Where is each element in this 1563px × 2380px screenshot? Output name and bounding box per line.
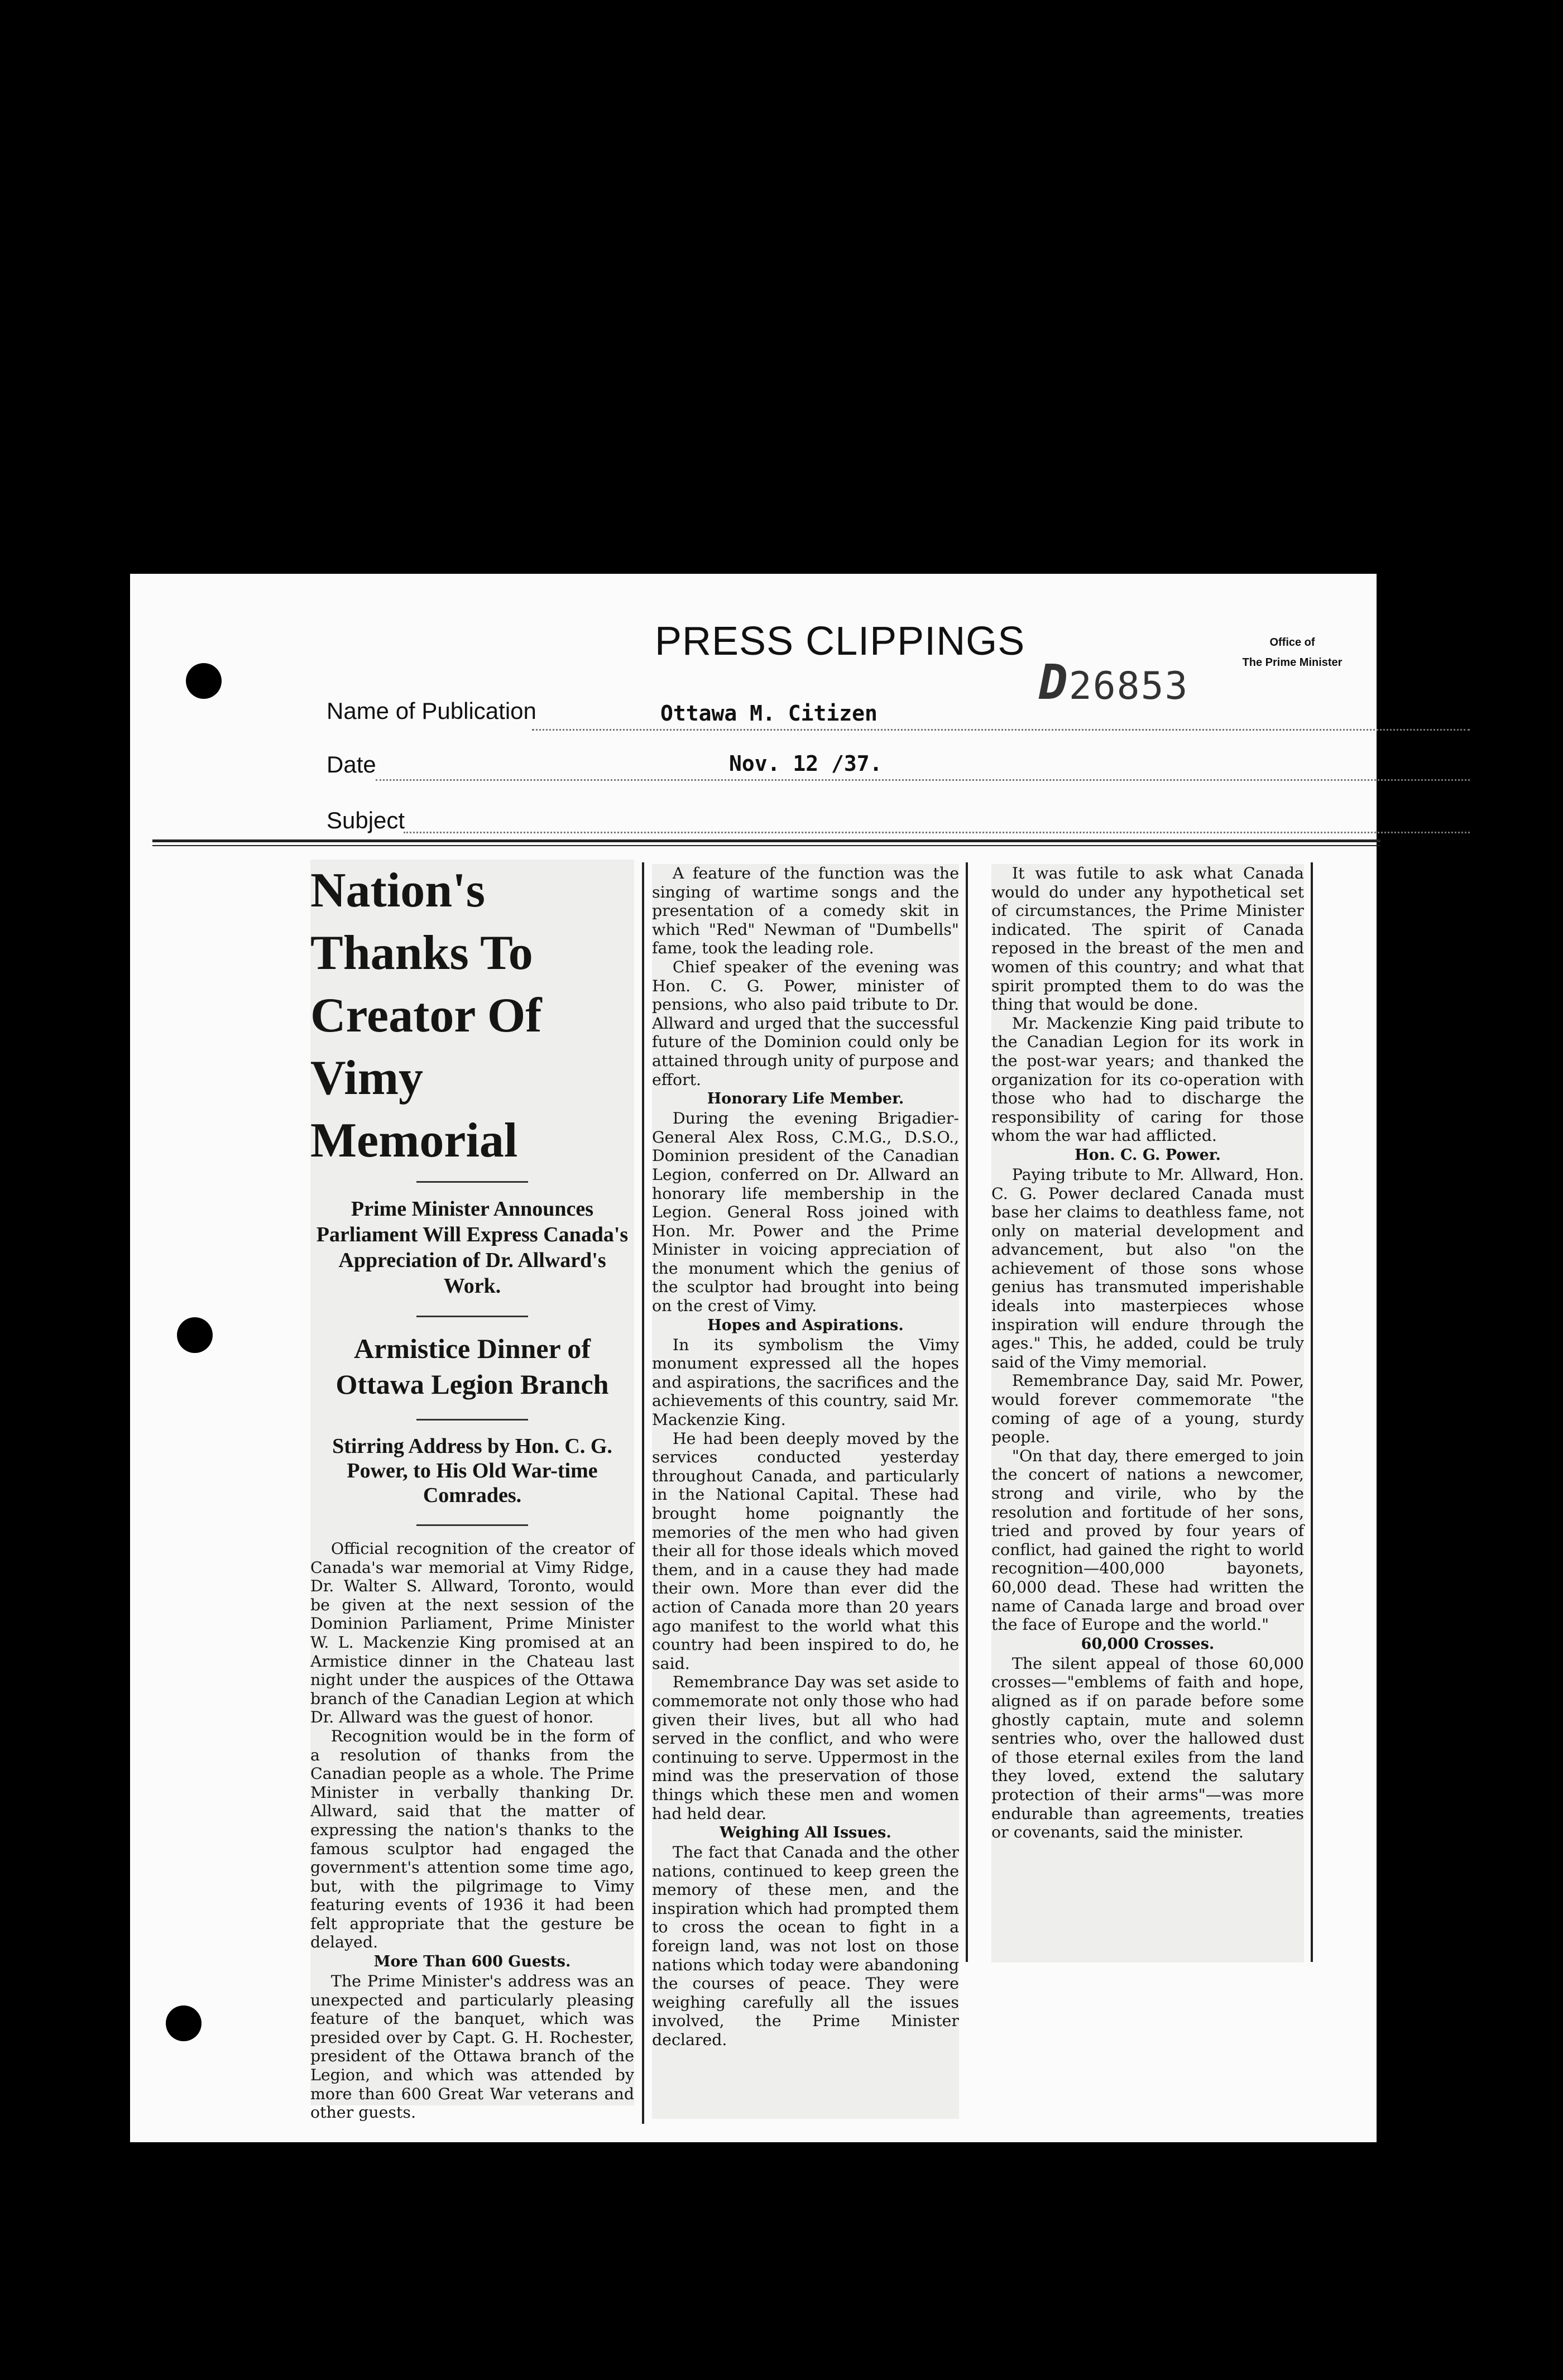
stamp-prefix: D [1039, 655, 1069, 711]
deck-rule-3 [416, 1524, 528, 1526]
subhead: Hopes and Aspirations. [707, 1316, 904, 1334]
deck-rule-1 [416, 1316, 528, 1317]
paragraph: Official recognition of the creator of Canada's war memorial at Vimy Ridge, Dr. Walter S. Allward, Toronto, would be given at the next session of the Dominion Parliament, Prime Minister W. L. Mackenzie King promised at an Armistice dinner in the Chateau last night under the auspices of the Ottawa branch of the Canadian Legion at which Dr. Allward was the guest of honor. [310, 1539, 634, 1727]
office-label [1236, 632, 1348, 673]
deck-rule-2 [416, 1419, 528, 1421]
headline-rule [416, 1181, 528, 1183]
punch-hole-middle [177, 1317, 213, 1353]
column-rule-1 [642, 862, 644, 2124]
publication-line [532, 729, 1470, 731]
date-line [376, 779, 1470, 781]
publication-value: Ottawa M. Citizen [660, 701, 878, 726]
paragraph: Remembrance Day was set aside to commemorate not only those who had given their lives, but all who had served in the conflict, and who were continuing to serve. Uppermost in the mind was the preservation of those things which these men and women had held dear. [652, 1673, 959, 1823]
paragraph: The Prime Minister's address was an unexpected and particularly pleasing feature of the banquet, which was presided over by Capt. G. H. Rochester, president of the Ottawa branch of the Legion, and which was attended by more than 600 Great War veterans and other guests. [310, 1972, 634, 2122]
paragraph: Chief speaker of the evening was Hon. C. G. Power, minister of pensions, who also paid tribute to Dr. Allward and urged that the successful future of the Dominion could only be attained through unity of purpose and effort. [652, 957, 959, 1089]
article-column-2 [652, 864, 959, 2119]
paragraph: During the evening Brigadier-General Alex Ross, C.M.G., D.S.O., Dominion president of the Canadian Legion, conferred on Dr. Allward an honorary life membership in the Legion. General Ross joined with Hon. Mr. Power and the Prime Minister in voicing appreciation of the monument which the genius of the sculptor had brought into being on the crest of Vimy. [652, 1109, 959, 1316]
header-rule-thin [152, 845, 1380, 846]
subject-label: Subject [327, 807, 405, 833]
office-line-1: Office of [1269, 636, 1315, 649]
deck-prime-minister: Prime Minister Announces Parliament Will Express Canada's Appreciation of Dr. Allward's Work. [316, 1197, 629, 1298]
deck-armistice-dinner: Armistice Dinner of Ottawa Legion Branch [335, 1333, 609, 1400]
punch-hole-top [186, 663, 222, 699]
publication-label: Name of Publication [327, 698, 536, 724]
paragraph: "On that day, there emerged to join the concert of nations a newcomer, strong and virile, who by the resolution and fortitude of her sons, tried and proved by four years of conflict, had gained the right to world recognition—400,000 bayonets, 60,000 dead. These had written the name of Canada large and broad over the face of Europe and the world." [991, 1446, 1304, 1634]
form-title: PRESS CLIPPINGS [655, 619, 1025, 664]
paragraph: It was futile to ask what Canada would do under any hypothetical set of circumstances, the Prime Minister indicated. The spirit of Canada reposed in the breast of the men and women of this country; and what that spirit prompted them to do was the thing that would be done. [991, 864, 1304, 1014]
paragraph: Paying tribute to Mr. Allward, Hon. C. G. Power declared Canada must base her claims to deathless fame, not only on material development and advancement, but also "on the achievement of those sons whose genius has transmuted imperishable ideals into masterpieces whose inspiration will endure through the ages." This, he added, could be truly said of the Vimy memorial. [991, 1165, 1304, 1371]
paragraph: Remembrance Day, said Mr. Power, would forever commemorate "the coming of age of a young, sturdy people. [991, 1371, 1304, 1447]
paragraph: Mr. Mackenzie King paid tribute to the Canadian Legion for its work in the post-war years; and thanked the organization for its co-operation with those who had to discharge the responsibility of caring for those whom the war had afflicted. [991, 1014, 1304, 1145]
column-rule-2 [966, 862, 968, 1962]
stamp-number: 26853 [1068, 664, 1189, 708]
paragraph: In its symbolism the Vimy monument expressed all the hopes and aspirations, the sacrifices and the achievements of this country, said Mr. Mackenzie King. [652, 1335, 959, 1429]
subhead: 60,000 Crosses. [1081, 1635, 1215, 1653]
subject-line [404, 832, 1470, 833]
deck-stirring-address: Stirring Address by Hon. C. G. Power, to His Old War-time Comrades. [332, 1434, 612, 1507]
subhead: Weighing All Issues. [720, 1824, 891, 1842]
article-headline: Nation's Thanks To Creator Of Vimy Memorial [310, 863, 542, 1168]
file-stamp [1039, 655, 1188, 711]
date-label: Date [327, 751, 376, 778]
column-rule-3 [1311, 862, 1313, 1962]
paragraph: The fact that Canada and the other nations, continued to keep green the memory of these men, and the inspiration which had prompted them to cross the ocean to fight in a foreign land, was not lost on those nations which today were abandoning the courses of peace. They were weighing carefully all the issues involved, the Prime Minister declared. [652, 1843, 959, 2050]
form-header [130, 574, 1377, 864]
paragraph: He had been deeply moved by the services conducted yesterday throughout Canada, and particularly in the National Capital. These had brought home poignantly the memories of the men who had given their all for those ideals which moved them, and in a cause they had made their own. More than ever did the action of Canada more than 20 years ago manifest to the world what this country had been inspired to do, he said. [652, 1429, 959, 1673]
article-column-1 [310, 860, 634, 2122]
article-column-3 [991, 864, 1304, 1962]
paragraph: The silent appeal of those 60,000 crosses—"emblems of faith and hope, aligned as if on parade before some ghostly captain, mute and solemn sentries who, over the hallowed dust of those eternal exiles from the land they loved, extend the salutary protection of their arms"—was more endurable than agreements, treaties or covenants, said the minister. [991, 1654, 1304, 1842]
subhead: More Than 600 Guests. [373, 1953, 571, 1971]
subhead: Honorary Life Member. [707, 1090, 904, 1108]
office-line-2: The Prime Minister [1242, 656, 1343, 669]
date-value: Nov. 12 /37. [729, 751, 883, 776]
punch-hole-bottom [166, 2005, 202, 2041]
paragraph: Recognition would be in the form of a resolution of thanks from the Canadian people as a whole. The Prime Minister in verbally thanking Dr. Allward, said that the matter of expressing the nation's thanks to the famous sculptor had engaged the government's attention some time ago, but, with the pilgrimage to Vimy featuring events of 1936 it had been felt appropriate that the gesture be delayed. [310, 1726, 634, 1952]
header-rule [152, 839, 1380, 842]
paragraph: A feature of the function was the singing of wartime songs and the presentation of a comedy skit in which "Red" Newman of "Dumbells" fame, took the leading role. [652, 864, 959, 958]
subhead: Hon. C. G. Power. [1075, 1146, 1221, 1164]
